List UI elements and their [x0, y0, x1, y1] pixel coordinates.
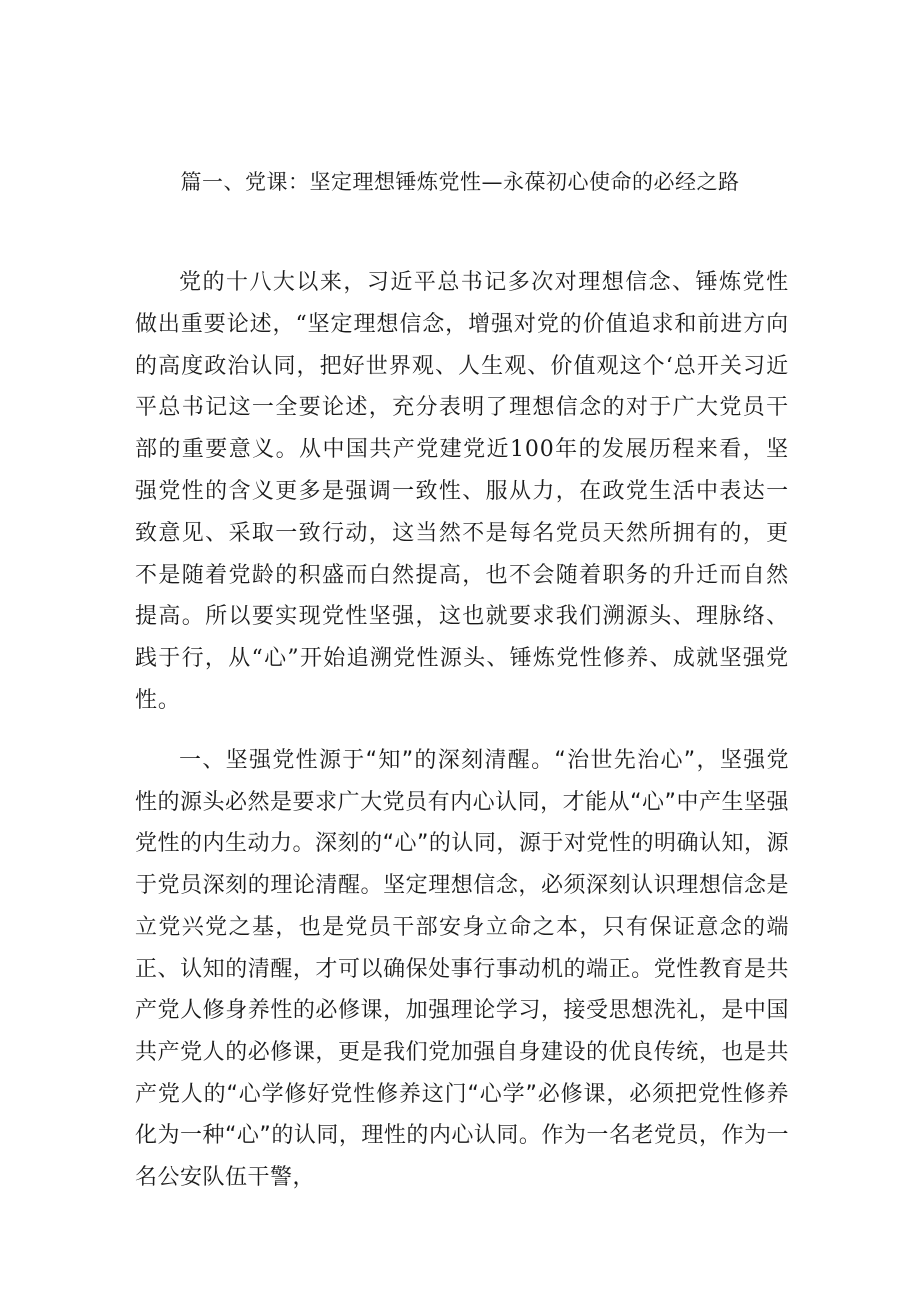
document-title: 篇一、党课：坚定理想锤炼党性—永葆初心使命的必经之路	[180, 170, 740, 194]
intro-paragraph: 党的十八大以来，习近平总书记多次对理想信念、锤炼党性做出重要论述，“坚定理想信念，增强对党的价值追求和前进方向的高度政治认同，把好世界观、人生观、价值观这个‘总开关习近平总书记这一全要论述，充分表明了理想信念的对于广大党员干部的重要意义。从中国共产党建党近100年的发展历程来看，坚强党性的含义更多是强调一致性、服从力，在政党生活中表达一致意见、采取一致行动，这当然不是每名党员天然所拥有的，更不是随着党龄的积盛而白然提高，也不会随着职务的升迁而自然提高。所以要实现党性坚强，这也就要求我们溯源头、理脉络、践于行，从“心”开始追溯党性源头、锤炼党性修养、成就坚强党性。	[135, 270, 789, 713]
section-one-paragraph: 一、坚强党性源于“知”的深刻清醒。“治世先治心”，坚强党性的源头必然是要求广大党员有内心认同，才能从“心”中产生坚强党性的内生动力。深刻的“心”的认同，源于对党性的明确认知，源于党员深刻的理论清醒。坚定理想信念，必须深刻认识理想信念是立党兴党之基，也是党员干部安身立命之本，只有保证意念的端正、认知的清醒，才可以确保处事行事动机的端正。党性教育是共产党人修身养性的必修课，加强理论学习，接受思想洗礼，是中国共产党人的必修课，更是我们党加强自身建设的优良传统，也是共产党人的“心学修好党性修养这门“心学”必修课，必须把党性修养化为一种“心”的认同，理性的内心认同。作为一名老党员，作为一名公安队伍干警，	[135, 748, 789, 1191]
